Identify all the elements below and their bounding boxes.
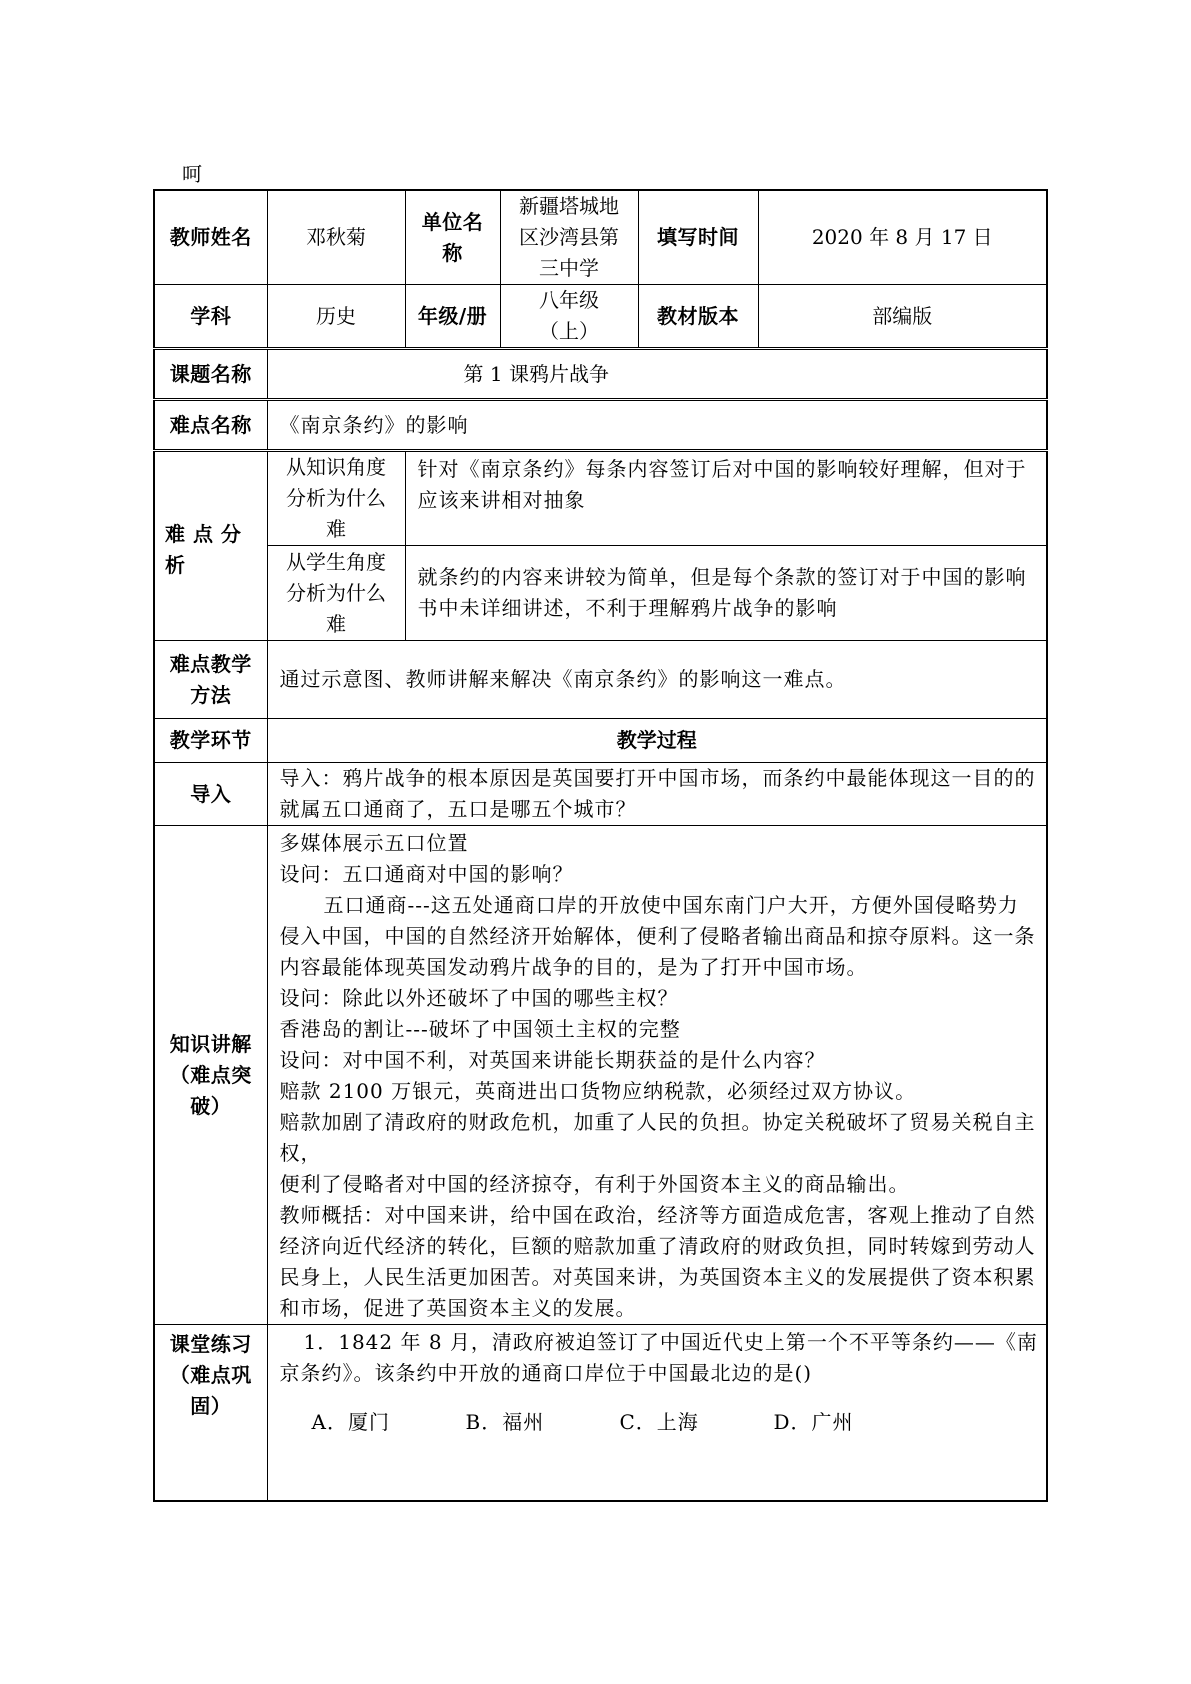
option-c: C．上海	[619, 1410, 699, 1434]
lesson-plan-table	[153, 189, 1046, 1542]
lesson-title-label: 课题名称	[154, 349, 267, 400]
date-label: 填写时间	[638, 190, 758, 285]
knowledge-line: 多媒体展示五口位置	[279, 831, 469, 855]
subject-value: 历史	[267, 285, 405, 349]
edition-label: 教材版本	[638, 285, 758, 349]
knowledge-line: 便利了侵略者对中国的经济掠夺，有利于外国资本主义的商品输出。	[279, 1172, 910, 1196]
option-a: A．厦门	[311, 1410, 390, 1434]
student-angle-text: 就条约的内容来讲较为简单，但是每个条款的签订对于中国的影响书中未详细讲述，不利于理解鸦片战争的影响	[405, 546, 1047, 641]
student-angle-label: 从学生角度分析为什么难	[267, 546, 405, 641]
knowledge-section-label: 知识讲解（难点突破）	[154, 826, 267, 1325]
option-d: D．广州	[773, 1410, 854, 1434]
teacher-name: 邓秋菊	[267, 190, 405, 285]
unit-label: 单位名称	[405, 190, 500, 285]
knowledge-line: 五口通商---这五处通商口岸的开放使中国东南门户大开，方便外国侵略势力侵入中国，中国的自然经济开始解体，便利了侵略者输出商品和掠夺原料。这一条内容最能体现英国发动鸦片战争的目的，是为了打开中国市场。	[279, 893, 1036, 979]
difficulty-label: 难点名称	[154, 400, 267, 451]
knowledge-line: 赔款 2100 万银元，英商进出口货物应纳税款，必须经过双方协议。	[279, 1079, 917, 1103]
knowledge-line: 设问：五口通商对中国的影响？	[279, 862, 574, 886]
knowledge-line: 设问：对中国不利，对英国来讲能长期获益的是什么内容？	[279, 1048, 826, 1072]
edition-value: 部编版	[758, 285, 1047, 349]
fill-date: 2020 年 8 月 17 日	[758, 190, 1047, 285]
grade-value: 八年级（上）	[500, 285, 638, 349]
method-label: 难点教学方法	[154, 641, 267, 719]
lesson-title-text: 第 1 课鸦片战争	[463, 361, 609, 386]
option-b: B．福州	[465, 1410, 545, 1434]
knowledge-line: 教师概括：对中国来讲，给中国在政治，经济等方面造成危害，客观上推动了自然经济向近代经济的转化，巨额的赔款加重了清政府的财政负担，同时转嫁到劳动人民身上，人民生活更加困苦。对英国来讲，为英国资本主义的发展提供了资本积累和市场，促进了英国资本主义的发展。	[279, 1203, 1036, 1320]
knowledge-angle-text: 针对《南京条约》每条内容签订后对中国的影响较好理解，但对于应该来讲相对抽象	[405, 451, 1047, 546]
teacher-label: 教师姓名	[154, 190, 267, 285]
stray-mark: 呵	[182, 162, 202, 186]
practice-options	[280, 1407, 1039, 1438]
stage-label: 教学环节	[154, 719, 267, 763]
unit-name: 新疆塔城地区沙湾县第三中学	[500, 190, 638, 285]
knowledge-line: 香港岛的割让---破坏了中国领土主权的完整	[279, 1017, 681, 1041]
grade-label: 年级/册	[405, 285, 500, 349]
practice-section	[267, 1325, 1047, 1501]
knowledge-angle-label: 从知识角度分析为什么难	[267, 451, 405, 546]
process-label: 教学过程	[267, 719, 1047, 763]
knowledge-line: 赔款加剧了清政府的财政危机，加重了人民的负担。协定关税破坏了贸易关税自主权，	[279, 1110, 1036, 1165]
knowledge-section	[267, 826, 1047, 1325]
method-text: 通过示意图、教师讲解来解决《南京条约》的影响这一难点。	[267, 641, 1047, 719]
practice-question: 1．1842 年 8 月，清政府被迫签订了中国近代史上第一个不平等条约——《南京条约》。该条约中开放的通商口岸位于中国最北边的是()	[279, 1330, 1038, 1385]
knowledge-line: 设问：除此以外还破坏了中国的哪些主权？	[279, 986, 679, 1010]
subject-label: 学科	[154, 285, 267, 349]
difficulty-name: 《南京条约》的影响	[267, 400, 1047, 451]
intro-text: 导入：鸦片战争的根本原因是英国要打开中国市场，而条约中最能体现这一目的的就属五口通商了，五口是哪五个城市？	[267, 763, 1047, 826]
lesson-title	[267, 349, 1047, 400]
analysis-label: 难 点 分 析	[154, 451, 267, 641]
intro-label: 导入	[154, 763, 267, 826]
practice-label: 课堂练习（难点巩固）	[154, 1325, 267, 1501]
